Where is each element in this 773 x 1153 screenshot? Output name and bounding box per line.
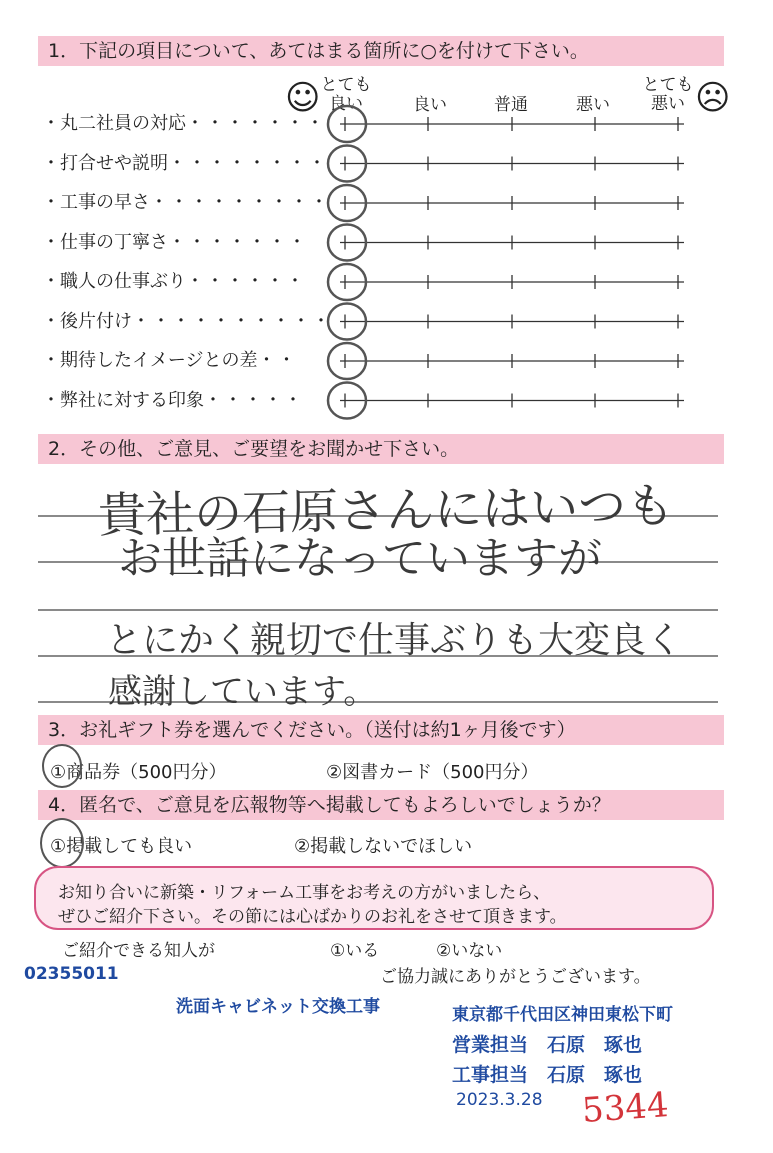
gift-selection-mark	[42, 744, 82, 788]
date: 2023.3.28	[456, 1090, 543, 1110]
publish-option-allow[interactable]: ①掲載しても良い	[50, 836, 193, 857]
rating-item-text: ・丸二社員の対応	[42, 113, 186, 134]
rating-item-leader: ・・・・・・・・・	[150, 192, 330, 213]
header-good: 良い	[413, 95, 447, 115]
work-description: 洗面キャビネット交換工事	[176, 997, 380, 1017]
rating-item-leader: ・・	[257, 350, 298, 371]
header-bad: 悪い	[576, 95, 610, 115]
notice-line-2: ぜひご紹介下さい。その節には心ばかりのお礼をさせて頂きます。	[58, 907, 567, 927]
rating-item-text: ・期待したイメージとの差	[42, 350, 258, 371]
gift-option-book-card[interactable]: ②図書カード（500円分）	[326, 762, 539, 783]
rating-item-leader: ・・・・・・	[186, 271, 306, 292]
referral-option-yes[interactable]: ①いる	[330, 941, 380, 961]
comment-line-2: お世話になっていますが	[118, 533, 602, 584]
rating-item-text: ・仕事の丁寧さ	[42, 231, 168, 253]
comment-line-1: 貴社の石原さんにはいつも	[97, 477, 675, 545]
rating-item-leader: ・・・・・	[204, 389, 304, 411]
gift-option-product-voucher[interactable]: ①商品券（500円分）	[50, 762, 227, 783]
referral-option-no[interactable]: ②いない	[436, 941, 503, 961]
header-very-good: とても 良い	[320, 75, 372, 114]
address: 東京都千代田区神田東松下町	[452, 1005, 673, 1025]
rating-item-text: ・弊社に対する印象	[42, 389, 204, 411]
construction-staff: 工事担当 石原 琢也	[452, 1064, 643, 1086]
rating-item-leader: ・・・・・・・・・・	[132, 310, 332, 332]
good-face-icon: ☺	[285, 78, 321, 118]
sales-staff: 営業担当 石原 琢也	[452, 1034, 643, 1056]
q2-title: 2．その他、ご意見、ご要望をお聞かせ下さい。	[38, 434, 724, 464]
record-id: 02355011	[24, 964, 119, 984]
rating-item-leader: ・・・・・・・・	[168, 152, 328, 174]
rating-item-text: ・打合せや説明	[42, 152, 168, 174]
handwritten-number: 5344	[580, 1085, 670, 1131]
header-normal: 普通	[494, 95, 528, 115]
bad-face-icon: ☹	[695, 78, 731, 118]
rating-item-leader: ・・・・・・・	[168, 231, 308, 253]
q3-title: 3．お礼ギフト券を選んでください。（送付は約1ヶ月後です）	[38, 715, 724, 745]
publish-selection-mark	[40, 818, 84, 868]
rating-item-leader: ・・・・・・・	[186, 113, 326, 134]
rating-item-text: ・工事の早さ	[42, 192, 150, 213]
publish-option-deny[interactable]: ②掲載しないでほしい	[294, 836, 473, 857]
header-very-bad: とても 悪い	[642, 75, 694, 114]
rating-item-text: ・後片付け	[42, 310, 132, 332]
comment-line-4: 感謝しています。	[108, 672, 378, 712]
q1-title: 1．下記の項目について、あてはまる箇所に○を付けて下さい。	[38, 36, 724, 66]
comment-line-3: とにかく親切で仕事ぶりも大変良く	[106, 620, 683, 661]
thanks-message: ご協力誠にありがとうございます。	[380, 967, 651, 987]
rating-item-text: ・職人の仕事ぶり	[42, 271, 186, 292]
referral-label: ご紹介できる知人が	[62, 941, 215, 961]
q4-title: 4．匿名で、ご意見を広報物等へ掲載してもよろしいでしょうか？	[38, 790, 724, 820]
notice-line-1: お知り合いに新築・リフォーム工事をお考えの方がいましたら、	[58, 883, 551, 903]
